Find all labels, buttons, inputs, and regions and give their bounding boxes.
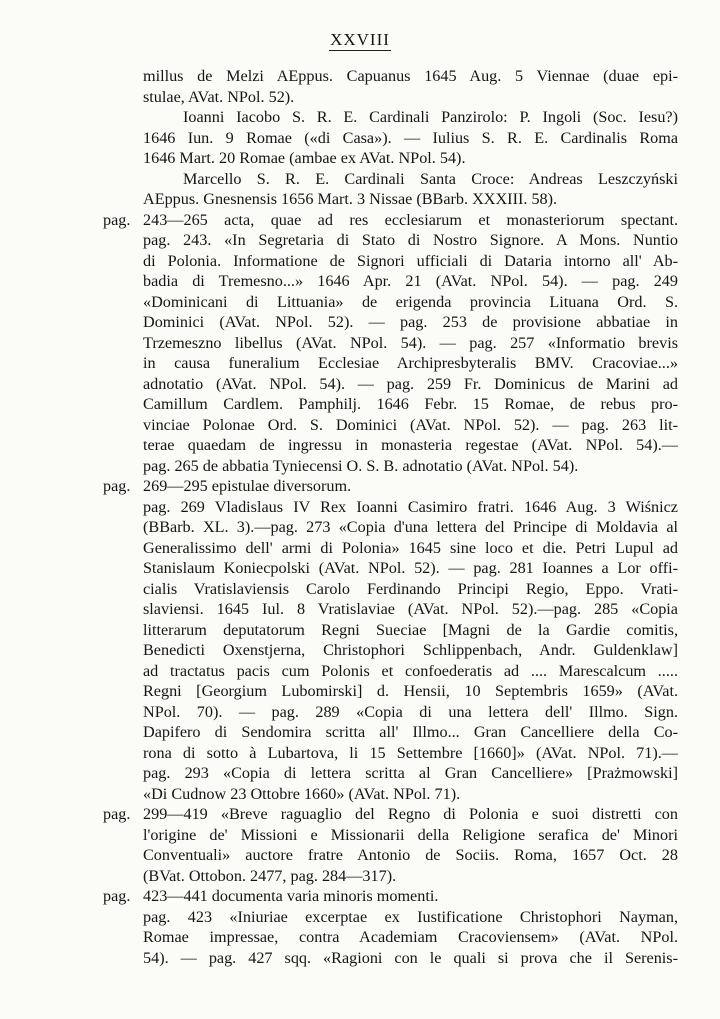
line-text: di Polonia. Informatione de Signori ufficiali di Dataria intorno all' Ab- (143, 251, 678, 270)
line-text: 1646 Iun. 9 Romae («di Casa»). — Iulius S. R. E. Cardinalis Roma (143, 128, 678, 147)
text-line (0, 681, 720, 702)
text-line (0, 148, 720, 169)
line-text: rona di sotto à Lubartova, li 15 Settembre [1660]» (AVat. NPol. 71).— (143, 743, 678, 762)
text-line (0, 456, 720, 477)
text-line (0, 128, 720, 149)
text-line (0, 66, 720, 87)
text-line (0, 804, 720, 825)
text-line (0, 927, 720, 948)
text-line (0, 886, 720, 907)
text-line (0, 825, 720, 846)
line-text: 299—419 «Breve raguaglio del Regno di Polonia e suoi distretti con (143, 805, 678, 823)
line-text: «Dominicani di Littuania» de erigenda provincia Lituana Ord. S. (143, 292, 678, 311)
line-text: vinciae Polonae Ord. S. Dominici (AVat. NPol. 52). — pag. 263 lit- (143, 415, 678, 434)
line-text: Camillum Cardlem. Pamphilj. 1646 Febr. 15 Romae, de rebus pro- (143, 395, 678, 413)
line-text: ad tractatus pacis cum Polonis et confoederatis ad .... Marescalcum ..... (143, 661, 678, 680)
text-line (0, 661, 720, 682)
line-text: litterarum deputatorum Regni Sueciae [Magni de la Gardie comitis, (143, 620, 678, 639)
text-line (0, 415, 720, 436)
document-body (0, 66, 720, 968)
text-line (0, 230, 720, 251)
line-text: slaviensi. 1645 Iul. 8 Vratislaviae (AVat. NPol. 52).—pag. 285 «Copia (143, 600, 678, 618)
text-line (0, 517, 720, 538)
line-text: cialis Vratislaviensis Carolo Ferdinando Principi Regio, Eppo. Vrati- (143, 579, 678, 598)
line-text: (BVat. Ottobon. 2477, pag. 284—317). (143, 866, 397, 885)
text-line (0, 784, 720, 805)
page-ref-marker: pag. (103, 210, 131, 229)
text-line (0, 497, 720, 518)
line-text: Dapifero di Sendomira scritta all' Illmo... Gran Cancelliere della Co- (143, 723, 678, 741)
text-line (0, 845, 720, 866)
text-line (0, 579, 720, 600)
text-line (0, 189, 720, 210)
line-text: (BBarb. XL. 3).—pag. 273 «Copia d'una lettera del Principe di Moldavia al (143, 518, 678, 536)
line-text: 1646 Mart. 20 Romae (ambae ex AVat. NPol. 54). (143, 149, 466, 167)
text-line (0, 394, 720, 415)
text-line (0, 312, 720, 333)
text-line (0, 169, 720, 190)
line-text: Trzemeszno libellus (AVat. NPol. 54). — pag. 257 «Informatio brevis (143, 333, 678, 352)
text-line (0, 107, 720, 128)
text-line (0, 743, 720, 764)
text-line (0, 702, 720, 723)
line-text: AEppus. Gnesnensis 1656 Mart. 3 Nissae (BBarb. XXXIII. 58). (143, 190, 558, 208)
page-header (0, 30, 720, 50)
text-line (0, 763, 720, 784)
line-text: terae quaedam de ingressu in monasteria regestae (AVat. NPol. 54).— (143, 436, 678, 454)
text-line (0, 87, 720, 108)
text-line (0, 210, 720, 231)
text-line (0, 435, 720, 456)
text-line (0, 374, 720, 395)
line-text: 54). — pag. 427 sqq. «Ragioni con le quali si prova che il Serenis- (143, 948, 678, 967)
text-line (0, 271, 720, 292)
page-number: XXVIII (330, 30, 390, 49)
text-line (0, 907, 720, 928)
text-line (0, 620, 720, 641)
line-text: pag. 265 de abbatia Tyniecensi O. S. B. adnotatio (AVat. NPol. 54). (143, 456, 579, 475)
line-text: Dominici (AVat. NPol. 52). — pag. 253 de provisione abbatiae in (143, 313, 678, 331)
line-text: NPol. 70). — pag. 289 «Copia di una lettera dell' Illmo. Sign. (143, 702, 678, 721)
text-line (0, 948, 720, 969)
text-line (0, 292, 720, 313)
line-text: 269—295 epistulae diversorum. (143, 477, 352, 495)
text-line (0, 722, 720, 743)
line-text: pag. 423 «Iniuriae excerptae ex Iustificatione Christophori Nayman, (143, 907, 678, 926)
text-line (0, 476, 720, 497)
line-text: pag. 293 «Copia di lettera scritta al Gran Cancelliere» [Prażmowski] (143, 764, 678, 782)
page-ref-marker: pag. (103, 477, 131, 495)
line-text: «Di Cudnow 23 Ottobre 1660» (AVat. NPol. 71). (143, 784, 461, 803)
line-text: Ioanni Iacobo S. R. E. Cardinali Panzirolo: P. Ingoli (Soc. Iesu?) (183, 108, 678, 126)
line-text: Conventuali» auctore fratre Antonio de Sociis. Roma, 1657 Oct. 28 (143, 846, 678, 864)
line-text: millus de Melzi AEppus. Capuanus 1645 Aug. 5 Viennae (duae epi- (143, 67, 678, 85)
line-text: Romae impressae, contra Academiam Cracoviensem» (AVat. NPol. (143, 928, 678, 946)
line-text: in causa funeralium Ecclesiae Archipresbyteralis BMV. Cracoviae...» (143, 354, 678, 372)
text-line (0, 558, 720, 579)
line-text: Regni [Georgium Lubomirski] d. Hensii, 10 Septembris 1659» (AVat. (143, 682, 678, 700)
line-text: adnotatio (AVat. NPol. 54). — pag. 259 Fr. Dominicus de Marini ad (143, 374, 678, 393)
text-line (0, 251, 720, 272)
line-text: stulae, AVat. NPol. 52). (143, 87, 295, 106)
text-line (0, 333, 720, 354)
text-line (0, 640, 720, 661)
text-line (0, 866, 720, 887)
line-text: 423—441 documenta varia minoris momenti. (143, 887, 439, 905)
page-ref-marker: pag. (103, 805, 131, 823)
line-text: Stanislaum Koniecpolski (AVat. NPol. 52). — pag. 281 Ioannes a Lor offi- (143, 559, 678, 577)
page-ref-marker: pag. (103, 887, 131, 905)
line-text: pag. 243. «In Segretaria di Stato di Nostro Signore. A Mons. Nuntio (143, 231, 678, 249)
line-text: Benedicti Oxenstjerna, Christophori Schlippenbach, Andr. Guldenklaw] (143, 641, 678, 659)
line-text: pag. 269 Vladislaus IV Rex Ioanni Casimiro fratri. 1646 Aug. 3 Wiśnicz (143, 497, 678, 516)
line-text: badia di Tremesno...» 1646 Apr. 21 (AVat. NPol. 54). — pag. 249 (143, 272, 678, 290)
text-line (0, 353, 720, 374)
line-text: 243—265 acta, quae ad res ecclesiarum et monasteriorum spectant. (143, 210, 678, 229)
text-line (0, 538, 720, 559)
text-line (0, 599, 720, 620)
line-text: Generalissimo dell' armi di Polonia» 1645 sine loco et die. Petri Lupul ad (143, 538, 678, 557)
line-text: l'origine de' Missioni e Missionarii della Religione serafica de' Minori (143, 825, 678, 844)
line-text: Marcello S. R. E. Cardinali Santa Croce: Andreas Leszczyński (183, 169, 678, 188)
